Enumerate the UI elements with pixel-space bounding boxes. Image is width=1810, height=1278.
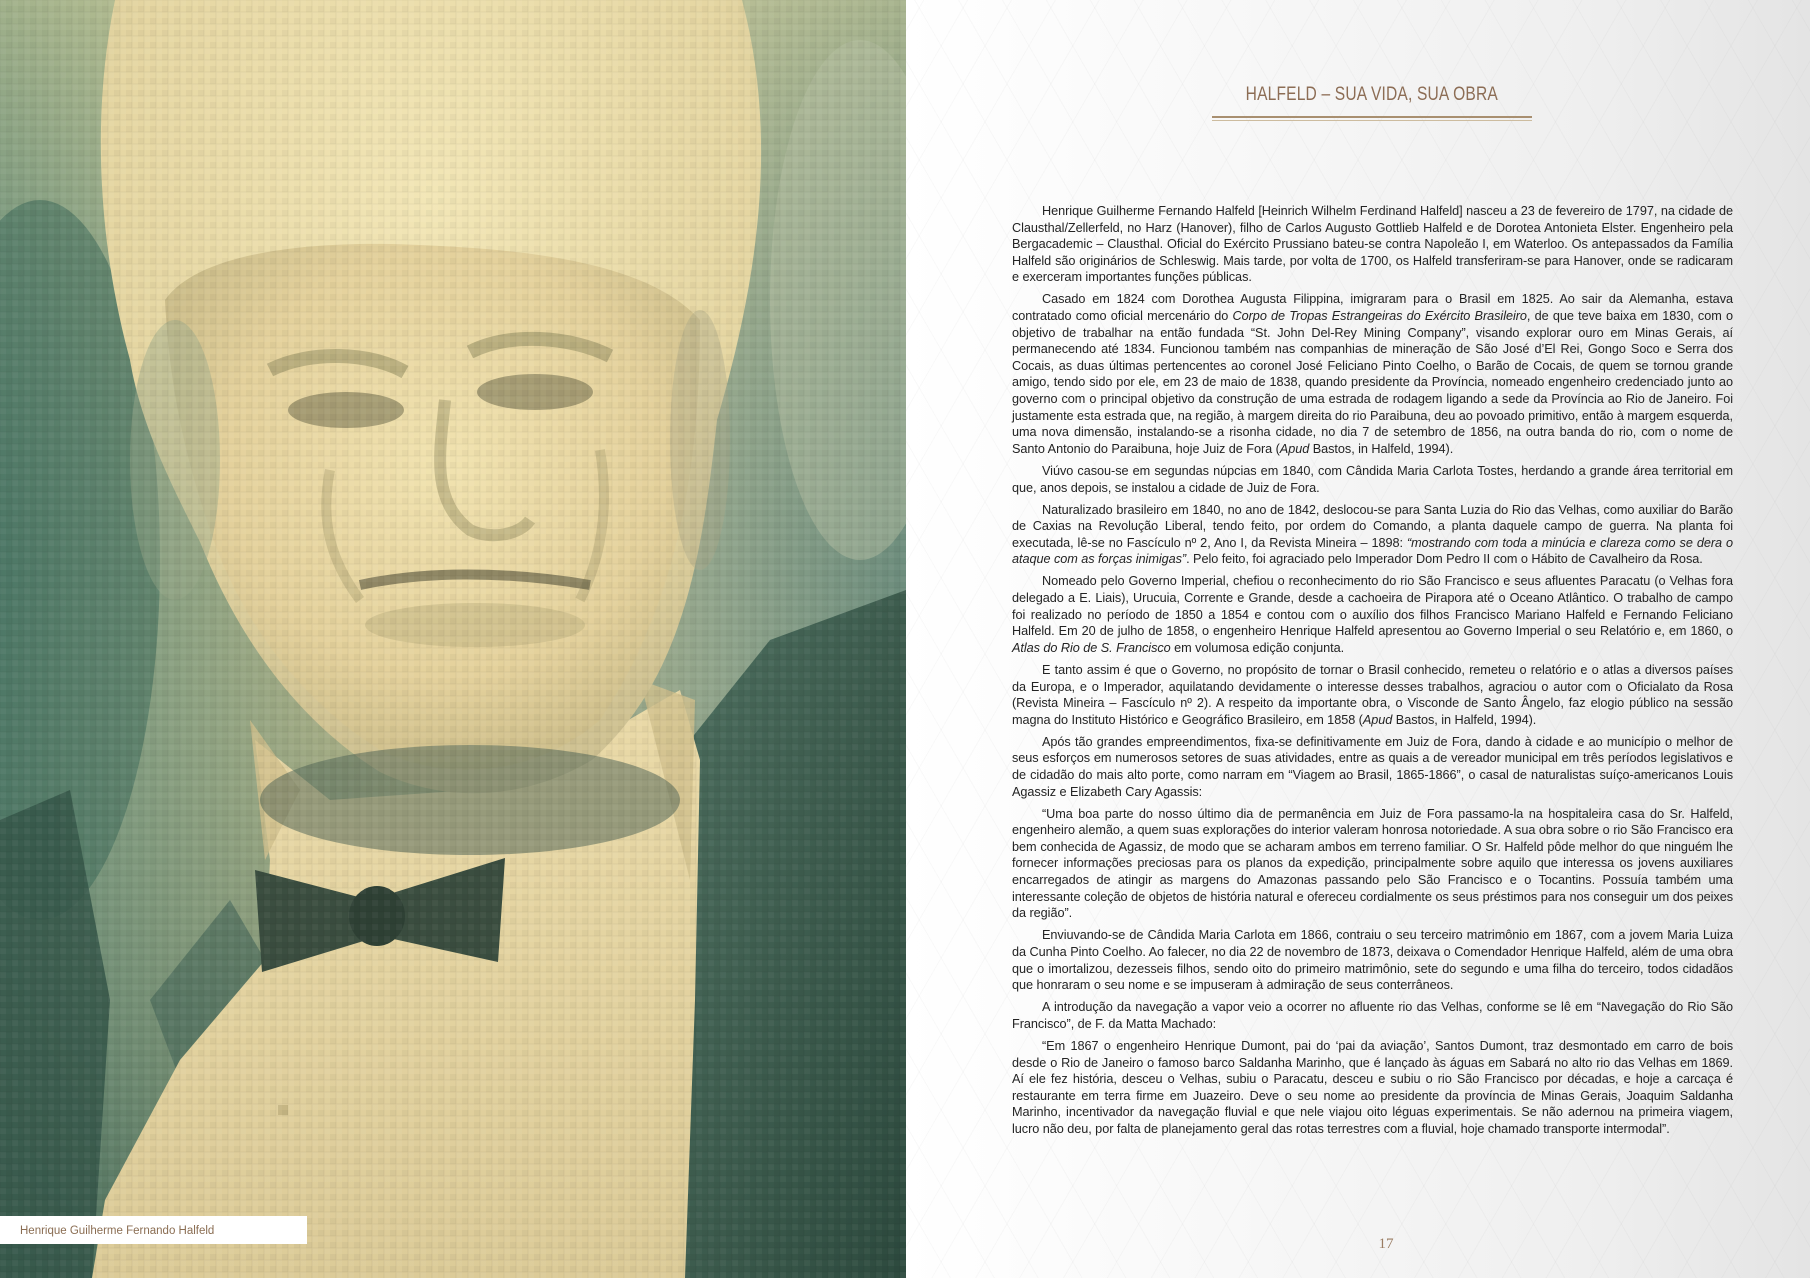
body-paragraph [1012, 734, 1733, 800]
body-paragraph [1012, 1038, 1733, 1138]
paragraph-text: em volumosa edição conjunta. [1170, 640, 1345, 655]
page-title: HALFELD – SUA VIDA, SUA OBRA [1245, 84, 1499, 105]
body-paragraph [1012, 662, 1733, 728]
title-underline [1212, 116, 1532, 121]
paragraph-text: . Pelo feito, foi agraciado pelo Imperador Dom Pedro II com o Hábito de Cavalheiro da Rosa. [1186, 552, 1703, 567]
paragraph-italic-text: Corpo de Tropas Estrangeiras do Exército Brasileiro [1232, 309, 1527, 324]
body-text [1012, 203, 1733, 1143]
paragraph-text: Naturalizado brasileiro em 1840, no ano de 1842, deslocou-se para Santa Luzia do Rio das Velhas, como auxiliar do Barão de Caxias na Revolução Liberal, tendo feito, por ordem do Comando, a planta daquele campo de guerra. Na planta foi executada, lê-se no Fascículo nº 2, Ano I, da Revista Mineira – 1898: [1012, 502, 1733, 550]
paragraph-text: Enviuvando-se de Cândida Maria Carlota em 1866, contraiu o seu terceiro matrimônio em 1867, com a jovem Maria Luiza da Cunha Pinto Coelho. Ao falecer, no dia 22 de novembro de 1873, deixava o Comendador Henrique Halfeld, além de uma obra que o imortalizou, dezesseis filhos, sendo oito do primeiro matrimônio, sete do segundo e uma filha do terceiro, todos cidadãos que honraram o seu nome e se impuseram à admiração de seus conterrâneos. [1012, 928, 1733, 993]
body-paragraph [1012, 806, 1733, 922]
portrait-caption: Henrique Guilherme Fernando Halfeld [20, 1225, 215, 1237]
paragraph-text: Viúvo casou-se em segundas núpcias em 1840, com Cândida Maria Carlota Tostes, herdando a grande área territorial em que, anos depois, se instalou a cidade de Juiz de Fora. [1012, 463, 1733, 495]
paragraph-text: , de que teve baixa em 1830, com o objetivo de trabalhar na então fundada “St. John Del-Rey Mining Company”, visando explorar ouro em Minas Gerais, aí permanecendo até 1834. Funcionou também nas companhias de mineração de São José d’El Rei, Gongo Soco e Serra dos Cocais, as duas últimas pertencentes ao coronel José Feliciano Pinto Coelho, o Barão de Cocais, de quem se tornou grande amigo, tendo sido por ele, em 23 de maio de 1838, quando presidente da Província, nomeado engenheiro credenciado junto ao governo com o principal objetivo da construção de uma estrada de rodagem ligando a sede da Província ao Rio de Janeiro. Foi justamente esta estrada que, na região, à margem direita do rio Paraibuna, deu ao povoado primitivo, então à margem esquerda, uma nova dimensão, instalando-se a risonha cidade, no dia 7 de setembro de 1856, na outra banda do rio, com o nome de Santo Antonio do Paraibuna, hoje Juiz de Fora ( [1012, 309, 1733, 456]
paragraph-text: Após tão grandes empreendimentos, fixa-se definitivamente em Juiz de Fora, dando à cidade e ao município o melhor de seus esforços em numerosos setores de suas atividades, entre as quais a de vereador municipal em três períodos legislativos e de cidadão do mais alto porte, como narram em “Viagem ao Brasil, 1865-1866”, o casal de naturalistas suíço-americanos Louis Agassiz e Elizabeth Cary Agassis: [1012, 734, 1733, 799]
paragraph-text: Bastos, in Halfeld, 1994). [1309, 441, 1454, 456]
paragraph-italic-text: Apud [1279, 441, 1310, 456]
page-title-wrap [1212, 84, 1532, 106]
paragraph-text: A introdução da navegação a vapor veio a ocorrer no afluente rio das Velhas, conforme se lê em “Navegação do Rio São Francisco”, de F. da Matta Machado: [1012, 1000, 1733, 1031]
body-paragraph [1012, 291, 1733, 457]
paragraph-text: Bastos, in Halfeld, 1994). [1392, 712, 1537, 727]
paragraph-text: E tanto assim é que o Governo, no propósito de tornar o Brasil conhecido, remeteu o relatório e o atlas a diversos países da Europa, e o Imperador, aquilatando devidamente o interesse desses trabalhos, agraciou o autor com o Oficialato da Rosa (Revista Mineira – Fascículo nº 2). A respeito da importante obra, o Visconde de Santo Ângelo, faz elogio público na sessão magna do Instituto Histórico e Geográfico Brasileiro, em 1858 ( [1012, 662, 1733, 727]
body-paragraph [1012, 502, 1733, 568]
page-number: 17 [1378, 1236, 1394, 1252]
paragraph-text: Casado em 1824 com Dorothea Augusta Filippina, imigraram para o Brasil em 1825. Ao sair da Alemanha, estava contratado como oficial mercenário do [1012, 292, 1733, 324]
paragraph-italic-text: “mostrando com toda a minúcia e clareza como se dera o ataque com as forças inimigas” [1012, 535, 1733, 567]
paragraph-italic-text: Apud [1362, 712, 1393, 727]
paragraph-italic-text: Atlas do Rio de S. Francisco [1012, 640, 1171, 655]
paragraph-text: “Em 1867 o engenheiro Henrique Dumont, pai do ‘pai da aviação’, Santos Dumont, traz desmontado em carro de bois desde o Rio de Janeiro o famoso barco Saldanha Marinho, que é lançado às águas em Sabará no alto rio das Velhas em 1869. Aí ele fez história, desceu o Velhas, subiu o Paracatu, desceu e subiu o rio São Francisco por décadas, e hoje a carcaça é restaurante em terra firme em Juazeiro. Deve o seu nome ao presidente da província de Minas Gerais, Joaquim Saldanha Marinho, incentivador da navegação fluvial e que nele viajou oito léguas experimentais. Se não adernou na primeira viagem, lucro não deu, por falta de planejamento geral das rotas terrestres com a fluvial, hoje chamado transporte intermodal”. [1012, 1038, 1733, 1136]
body-paragraph [1012, 927, 1733, 993]
body-paragraph [1012, 203, 1733, 286]
body-paragraph [1012, 573, 1733, 656]
text-page [906, 0, 1810, 1278]
portrait-caption-box [0, 1216, 307, 1244]
paragraph-text: “Uma boa parte do nosso último dia de permanência em Juiz de Fora passamo-la na hospitaleira casa do Sr. Halfeld, engenheiro alemão, a quem suas explorações do interior valeram honrosa notoriedade. A sua obra sobre o rio São Francisco era bem conhecida de Agassiz, de modo que se acharam ambos em terreno familiar. O Sr. Halfeld pôde melhor do que ninguém lhe fornecer informações preciosas para os planos da expedição, principalmente sobre aquilo que interessa os jovens auxiliares encarregados de atingir as margens do Amazonas passando pelo São Francisco e o Tocantins. Possuía também uma interessante coleção de objetos de história natural e ofereceu cordialmente os seus préstimos para nos conseguir um dos peixes da região”. [1012, 806, 1733, 921]
body-paragraph [1012, 999, 1733, 1032]
paragraph-text: Henrique Guilherme Fernando Halfeld [Heinrich Wilhelm Ferdinand Halfeld] nasceu a 23 de fevereiro de 1797, na cidade de Clausthal/Zellerfeld, no Harz (Hanover), filho de Carlos Augusto Gottlieb Halfeld e de Dorotea Antonieta Elster. Engenheiro pela Bergacademic – Clausthal. Oficial do Exército Prussiano bateu-se contra Napoleão I, em Waterloo. Os antepassados da Família Halfeld são originários de Schleswig. Mais tarde, por volta de 1700, os Halfeld transferiram-se para Hanover, onde se radicaram e exerceram importantes funções públicas. [1012, 204, 1733, 285]
paragraph-text: Nomeado pelo Governo Imperial, chefiou o reconhecimento do rio São Francisco e seus afluentes Paracatu (o Velhas fora delegado a E. Liais), Urucuia, Corrente e Grande, desde a cachoeira de Pirapora até o Oceano Atlântico. O trabalho de campo foi realizado no período de 1850 a 1854 e contou com o auxílio dos filhos Francisco Mariano Halfeld e Fernando Feliciano Halfeld. Em 20 de julho de 1858, o engenheiro Henrique Halfeld apresentou ao Governo Imperial o seu Relatório e, em 1860, o [1012, 574, 1733, 639]
body-paragraph [1012, 463, 1733, 496]
